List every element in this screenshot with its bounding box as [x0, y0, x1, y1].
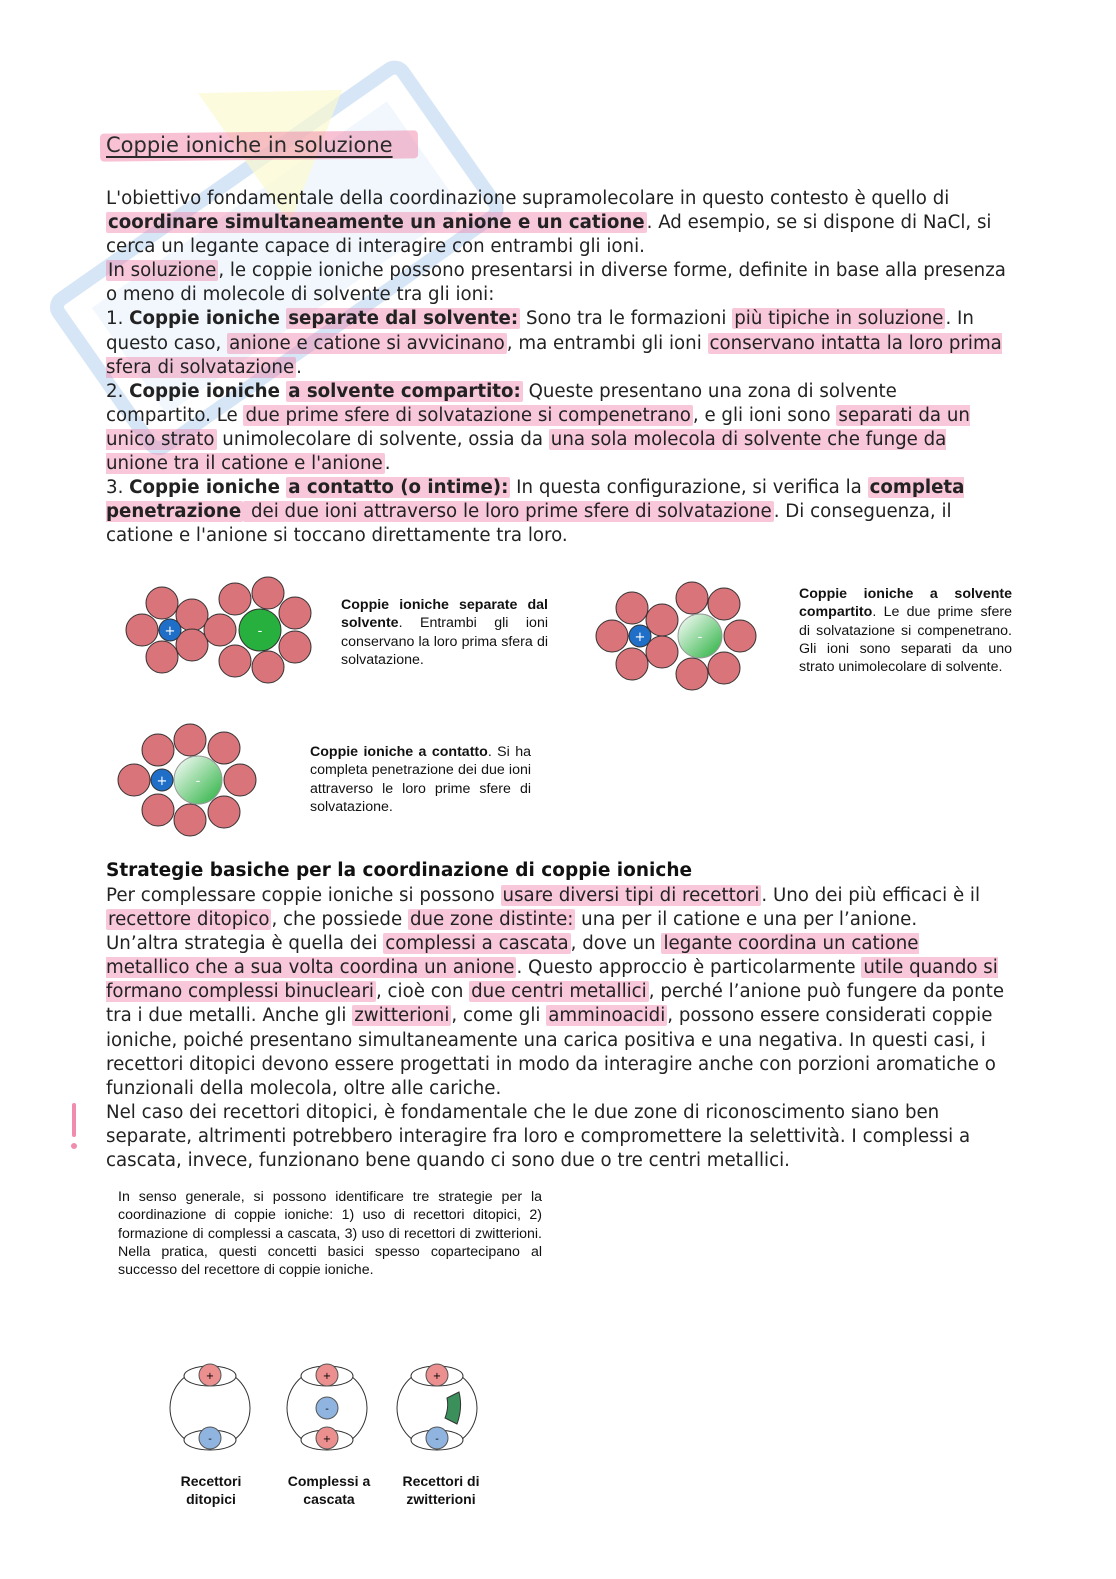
list-highlight: più tipiche in soluzione: [734, 308, 944, 330]
list-text: , e gli ioni sono: [692, 404, 837, 426]
intro-text: , le coppie ioniche possono presentarsi in diverse forme, definite in base alla presenza o meno di molecole di solvente tra gli ioni:: [106, 260, 1006, 306]
para-highlight: due zone distinte:: [409, 909, 574, 931]
caption-bold: Coppie ioniche a contatto: [310, 744, 488, 760]
para-highlight: usare diversi tipi di recettori: [502, 885, 760, 906]
cascade-complex: [287, 1364, 367, 1450]
para-text: , cioè con: [375, 981, 470, 1003]
list-text: .: [384, 453, 391, 475]
list-highlight: due prime sfere di solvatazione si compenetrano: [245, 404, 691, 426]
page-title: Coppie ioniche in soluzione: [106, 133, 393, 157]
list-text: .: [296, 356, 302, 378]
list-number: 2.: [106, 380, 130, 402]
para-highlight: zwitterioni: [354, 1005, 450, 1027]
caption-separated: [341, 596, 548, 669]
list-bold-highlight: a solvente compartito:: [288, 380, 521, 402]
intro-paragraph: [106, 187, 1006, 259]
anion-sign: -: [697, 630, 703, 645]
caption-bold: Coppie ioniche a solvente compartito: [799, 586, 1012, 621]
caption-bold: Coppie ioniche separate dal solvente: [341, 597, 548, 632]
list-bold-highlight: separate dal solvente:: [288, 308, 519, 330]
section2-paragraph-3: Nel caso dei recettori ditopici, è fondamentale che le due zone di riconoscimento siano ben separate, altrimenti potrebbero interagire fra loro e compromettere la selettività. I complessi a cascata, invece, funzionano bene quando ci sono due o tre centri metallici.: [106, 1101, 971, 1172]
minus-sign: -: [435, 1434, 439, 1445]
plus-sign: +: [322, 1371, 332, 1382]
intro-text: L'obiettivo fondamentale della coordinazione supramolecolare in questo contesto è quello di: [106, 188, 950, 209]
caption-text: . Le due prime sfere di solvatazione si compenetrano. Gli ioni sono separati da uno strato unimolecolare di solvente.: [799, 604, 1012, 676]
section-heading: Strategie basiche per la coordinazione di coppie ioniche: [106, 860, 693, 881]
list-item-1: [106, 307, 1006, 379]
list-highlight: dei due ioni attraverso le loro prime sfere di solvatazione: [245, 501, 772, 523]
caption-shared: [799, 585, 1012, 676]
intro-text: . Ad esempio, se si dispone di NaCl, si cerca un legante capace di interagire con entrambi gli ioni.: [106, 212, 992, 258]
label-ditopic-receptors: Recettori ditopici: [180, 1473, 242, 1507]
intro-highlight: In soluzione: [108, 260, 217, 282]
list-text: Sono tra le formazioni: [520, 308, 733, 330]
label-cascade-complexes: Complessi a cascata: [287, 1473, 371, 1507]
para-text: , dove un: [570, 933, 662, 955]
caption-contact: [310, 743, 531, 816]
plus-sign: +: [432, 1371, 442, 1382]
list-bold: Coppie ioniche: [129, 380, 287, 402]
plus-sign: +: [322, 1434, 332, 1445]
anion-sign: -: [195, 774, 201, 789]
cation-sign: +: [634, 630, 646, 645]
figure-receptors: [165, 1358, 495, 1458]
intro-block: [106, 187, 1006, 548]
section2-block: [106, 884, 1006, 1173]
list-highlight: conservano intatta la loro prima sfera di solvatazione: [106, 332, 1002, 378]
section2-paragraph-1: [106, 884, 1006, 932]
para-text: una per il catione e una per l’anione.: [575, 909, 918, 931]
minus-sign: -: [325, 1404, 329, 1415]
para-text: Per complessare coppie ioniche si possono: [106, 885, 501, 906]
list-item-2: [106, 380, 1006, 476]
ditopic-receptor: [170, 1364, 250, 1450]
list-text: unimolecolare di solvente, ossia da: [216, 428, 549, 450]
para-highlight: due centri metallici: [471, 981, 647, 1003]
list-bold: Coppie ioniche: [129, 308, 287, 330]
list-item-3: [106, 476, 1006, 548]
cation-sign: +: [156, 774, 168, 789]
list-number: 3.: [106, 477, 130, 499]
list-bold-highlight: completa penetrazione: [106, 477, 965, 523]
figure-separated-pair: [120, 575, 320, 690]
para-highlight: legante coordina un catione metallico che a sua volta coordina un anione: [106, 933, 919, 979]
list-highlight: separati da un unico strato: [106, 404, 970, 450]
minus-sign: -: [208, 1434, 212, 1445]
figure-contact-pair: [112, 720, 262, 840]
intro-paragraph-2: [106, 259, 1006, 307]
label-zwitterion-receptors: Recettori di zwitterioni: [402, 1473, 480, 1507]
margin-exclamation-mark: [70, 1103, 78, 1151]
para-highlight: utile quando si formano complessi binucleari: [106, 957, 998, 1003]
zwitterion-receptor: [397, 1364, 477, 1450]
caption-text: . Si ha completa penetrazione dei due ioni attraverso le loro prime sfere di solvatazione.: [310, 744, 531, 815]
para-text: . Uno dei più efficaci è il: [761, 885, 981, 906]
figure-shared-pair: [590, 578, 760, 693]
cation-sign: +: [164, 624, 176, 639]
list-bold-highlight: a contatto (o intime):: [288, 477, 509, 499]
list-number: 1.: [106, 308, 130, 330]
para-text: , possono essere considerati coppie ioniche, poiché presentano simultaneamente una carica positiva e una negativa. In questi casi, i recettori ditopici devono essere progettati in modo da interagire anche con porzioni aromatiche o funzionali della molecola, oltre alle cariche.: [106, 1005, 996, 1099]
intro-highlight: coordinare simultaneamente un anione e un catione: [108, 212, 645, 234]
list-text: , ma entrambi gli ioni: [506, 332, 708, 354]
para-text: Un’altra strategia è quella dei: [106, 933, 384, 955]
para-highlight: recettore ditopico: [108, 909, 270, 931]
list-bold: Coppie ioniche: [129, 477, 287, 499]
anion-sign: -: [257, 624, 263, 639]
list-text: . Di conseguenza, il catione e l'anione si toccano direttamente tra loro.: [106, 501, 952, 547]
list-highlight: una sola molecola di solvente che funge da unione tra il catione e l'anione: [106, 428, 947, 475]
list-text: Queste presentano una zona di solvente compartito. Le: [106, 380, 897, 426]
list-text: . In questo caso,: [106, 308, 974, 354]
section2-paragraph-2: [106, 932, 1006, 1101]
summary-caption: In senso generale, si possono identificare tre strategie per la coordinazione di coppie ioniche: 1) uso di recettori ditopici, 2) formazione di complessi a cascata, 3) uso di recettori di zwitterioni. Nella pratica, questi concetti basici spesso copartecipano al successo del recettore di coppie ioniche.: [118, 1189, 542, 1279]
para-highlight: amminoacidi: [548, 1005, 666, 1027]
para-highlight: complessi a cascata: [385, 933, 569, 955]
para-text: , che possiede: [271, 909, 408, 931]
plus-sign: +: [205, 1371, 215, 1382]
caption-text: . Entrambi gli ioni conservano la loro prima sfera di solvatazione.: [341, 615, 548, 668]
para-text: . Questo approccio è particolarmente: [516, 957, 862, 979]
list-text: In questa configurazione, si verifica la: [510, 477, 868, 499]
para-text: , perché l’anione può fungere da ponte tra i due metalli. Anche gli: [106, 981, 1005, 1027]
para-text: , come gli: [451, 1005, 547, 1027]
list-highlight: anione e catione si avvicinano: [229, 332, 505, 354]
